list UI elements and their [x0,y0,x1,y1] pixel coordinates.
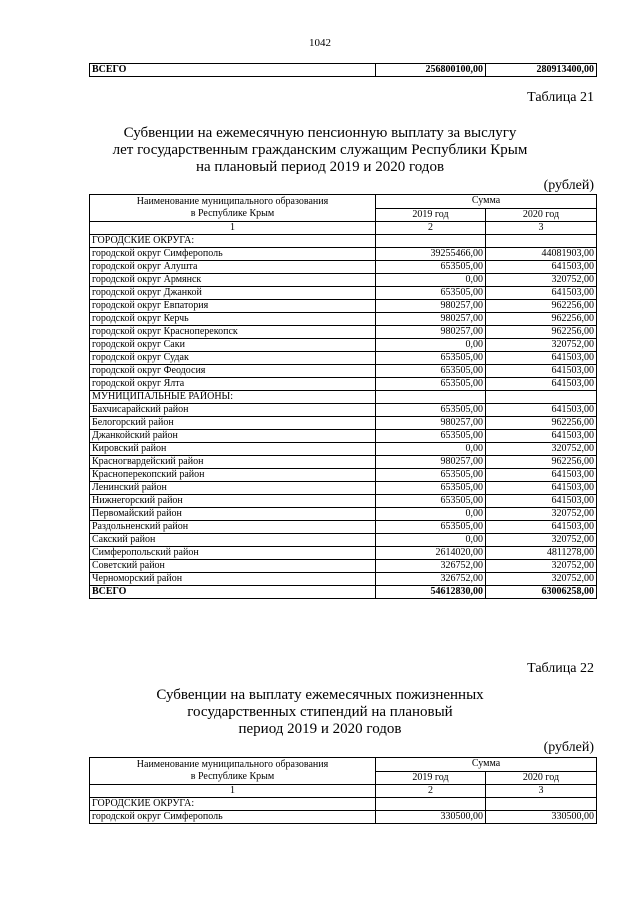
cell-name: ВСЕГО [90,586,376,599]
cell-2019: 653505,00 [376,261,486,274]
cell-name: МУНИЦИПАЛЬНЫЕ РАЙОНЫ: [90,391,376,404]
table-row-total [90,64,597,77]
cell-2020: 641503,00 [486,352,597,365]
cell-name: Бахчисарайский район [90,404,376,417]
cell-2020: 641503,00 [486,404,597,417]
table21-number: Таблица 21 [527,90,594,105]
cell-2020: 641503,00 [486,495,597,508]
table-section-row [90,391,597,404]
cell-2019: 39255466,00 [376,248,486,261]
cell-2020: 63006258,00 [486,586,597,599]
table22-title [0,687,640,738]
header-2020: 2020 год [486,208,597,222]
header-2020: 2020 год [486,771,597,785]
cell-2019: 653505,00 [376,287,486,300]
cell-2019: 326752,00 [376,560,486,573]
cell-2020 [486,798,597,811]
cell-name: городской округ Евпатория [90,300,376,313]
cell-name: городской округ Саки [90,339,376,352]
cell-2020: 962256,00 [486,326,597,339]
table22-title-line: Субвенции на выплату ежемесячных пожизненных [156,687,484,703]
cell-2019: 326752,00 [376,573,486,586]
table22-unit: (рублей) [543,740,594,755]
table22-number: Таблица 22 [527,661,594,676]
cell-2020: 320752,00 [486,339,597,352]
header-name [90,195,376,222]
cell-2019: 980257,00 [376,326,486,339]
cell-2019: 653505,00 [376,365,486,378]
total-2019: 256800100,00 [376,64,486,77]
cell-2020: 641503,00 [486,287,597,300]
cell-2019: 0,00 [376,274,486,287]
cell-name: Белогорский район [90,417,376,430]
header-name-line2: в Республике Крым [190,771,275,782]
cell-name: городской округ Красноперекопск [90,326,376,339]
colnum-1: 1 [90,222,376,235]
header-2019: 2019 год [376,208,486,222]
table-row [90,300,597,313]
cell-2019: 653505,00 [376,378,486,391]
table-colnum-row [90,222,597,235]
cell-name: Красногвардейский район [90,456,376,469]
table-row [90,482,597,495]
cell-name: ГОРОДСКИЕ ОКРУГА: [90,235,376,248]
table-row [90,547,597,560]
table-row [90,378,597,391]
table-header-row [90,195,597,209]
table-row [90,313,597,326]
table-row [90,508,597,521]
table-row [90,339,597,352]
table-colnum-row [90,785,597,798]
table-row [90,469,597,482]
total-label: ВСЕГО [90,64,376,77]
header-name-line1: Наименование муниципального образования [136,759,329,770]
prev-total-table [89,63,597,77]
table-row [90,560,597,573]
table-row [90,261,597,274]
header-2019: 2019 год [376,771,486,785]
cell-name: Советский район [90,560,376,573]
cell-2019: 653505,00 [376,430,486,443]
cell-2020: 641503,00 [486,261,597,274]
cell-2020: 962256,00 [486,456,597,469]
cell-2019: 980257,00 [376,313,486,326]
cell-name: Черноморский район [90,573,376,586]
cell-2020: 320752,00 [486,508,597,521]
cell-name: городской округ Судак [90,352,376,365]
cell-2019: 2614020,00 [376,547,486,560]
cell-2019 [376,391,486,404]
cell-2020: 962256,00 [486,313,597,326]
header-sum: Сумма [376,758,597,772]
table22-title-line: государственных стипендий на плановый [187,704,453,720]
cell-2019: 980257,00 [376,300,486,313]
header-sum: Сумма [376,195,597,209]
cell-2020: 320752,00 [486,534,597,547]
colnum-3: 3 [486,785,597,798]
colnum-2: 2 [376,785,486,798]
cell-name: городской округ Армянск [90,274,376,287]
cell-name: Ленинский район [90,482,376,495]
cell-2020: 641503,00 [486,430,597,443]
cell-2019: 0,00 [376,534,486,547]
cell-2019: 330500,00 [376,811,486,824]
header-name-line1: Наименование муниципального образования [136,196,329,207]
cell-2019: 54612830,00 [376,586,486,599]
cell-2019: 653505,00 [376,404,486,417]
cell-name: городской округ Симферополь [90,248,376,261]
cell-name: Сакский район [90,534,376,547]
table-row [90,417,597,430]
page-number: 1042 [309,37,331,49]
cell-name: Раздольненский район [90,521,376,534]
table-section-row [90,798,597,811]
cell-2020: 641503,00 [486,378,597,391]
cell-name: Первомайский район [90,508,376,521]
cell-2019: 653505,00 [376,495,486,508]
cell-2020: 962256,00 [486,417,597,430]
cell-2020: 4811278,00 [486,547,597,560]
header-name-line2: в Республике Крым [190,208,275,219]
cell-2020: 320752,00 [486,274,597,287]
cell-2019: 980257,00 [376,417,486,430]
cell-2019: 653505,00 [376,352,486,365]
table22-title-line: период 2019 и 2020 годов [238,721,402,737]
cell-2019 [376,798,486,811]
table21-title-line: Субвенции на ежемесячную пенсионную выплату за выслугу [123,125,517,141]
cell-name: Кировский район [90,443,376,456]
cell-name: городской округ Феодосия [90,365,376,378]
total-2020: 280913400,00 [486,64,597,77]
cell-name: городской округ Симферополь [90,811,376,824]
table-row [90,521,597,534]
table-row [90,443,597,456]
cell-name: городской округ Алушта [90,261,376,274]
table-row [90,365,597,378]
cell-name: Симферопольский район [90,547,376,560]
table22 [89,757,597,824]
table-row [90,534,597,547]
cell-2020 [486,391,597,404]
table-row [90,430,597,443]
table-header-row [90,758,597,772]
cell-2019: 0,00 [376,508,486,521]
cell-name: городской округ Ялта [90,378,376,391]
table-section-row [90,235,597,248]
colnum-1: 1 [90,785,376,798]
cell-2019: 653505,00 [376,482,486,495]
cell-2019: 0,00 [376,443,486,456]
table-row [90,352,597,365]
cell-2019: 980257,00 [376,456,486,469]
table-row [90,248,597,261]
cell-2019: 0,00 [376,339,486,352]
cell-2020 [486,235,597,248]
cell-2020: 320752,00 [486,443,597,456]
cell-2019: 653505,00 [376,469,486,482]
cell-2019: 653505,00 [376,521,486,534]
table-row [90,274,597,287]
table-row [90,287,597,300]
header-name [90,758,376,785]
table21-title-line: лет государственным гражданским служащим Республики Крым [112,142,528,158]
cell-name: Красноперекопский район [90,469,376,482]
cell-2020: 320752,00 [486,560,597,573]
table21 [89,194,597,599]
cell-2020: 962256,00 [486,300,597,313]
table-row [90,495,597,508]
cell-name: ГОРОДСКИЕ ОКРУГА: [90,798,376,811]
table-row [90,326,597,339]
table-row [90,811,597,824]
table21-unit: (рублей) [543,178,594,193]
table-row-total [90,586,597,599]
cell-2020: 320752,00 [486,573,597,586]
table-row [90,573,597,586]
colnum-2: 2 [376,222,486,235]
cell-2020: 44081903,00 [486,248,597,261]
cell-name: Нижнегорский район [90,495,376,508]
cell-2020: 330500,00 [486,811,597,824]
table21-title-line: на плановый период 2019 и 2020 годов [195,159,445,175]
table-row [90,404,597,417]
cell-2020: 641503,00 [486,521,597,534]
cell-2020: 641503,00 [486,365,597,378]
table21-title [0,125,640,176]
cell-name: Джанкойский район [90,430,376,443]
colnum-3: 3 [486,222,597,235]
table-row [90,456,597,469]
cell-2020: 641503,00 [486,469,597,482]
cell-name: городской округ Керчь [90,313,376,326]
cell-2020: 641503,00 [486,482,597,495]
cell-name: городской округ Джанкой [90,287,376,300]
cell-2019 [376,235,486,248]
